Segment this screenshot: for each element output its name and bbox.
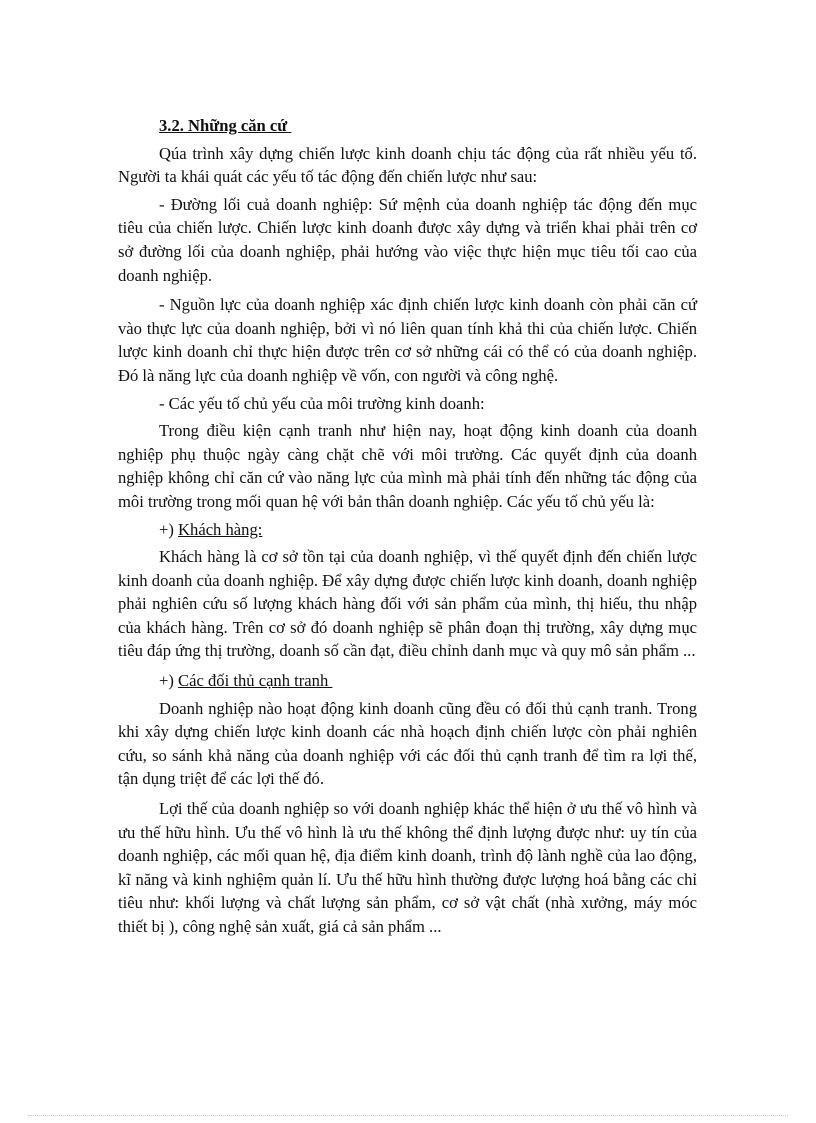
- point-environment-paragraph: - Các yếu tố chủ yếu của môi trường kinh doanh:: [159, 393, 485, 413]
- document-body: [118, 114, 697, 939]
- page-bottom-divider: [28, 1115, 788, 1116]
- customers-paragraph: Khách hàng là cơ sở tồn tại của doanh nghiệp, vì thế quyết định đến chiến lược kinh doanh của doanh nghiệp. Để xây dựng được chiến lược kinh doanh, doanh nghiệp phải nghiên cứu số lượng khách hàng đối với sản phẩm của mình, thị hiếu, thu nhập của khách hàng. Trên cơ sở đó doanh nghiệp sẽ phân đoạn thị trường, xây dựng mục tiêu đáp ứng thị trường, doanh số cần đạt, điều chỉnh danh mục và quy mô sản phẩm ...: [118, 547, 697, 661]
- competitors-paragraph: Doanh nghiệp nào hoạt động kinh doanh cũng đều có đối thủ cạnh tranh. Trong khi xây dựng chiến lược kinh doanh các nhà hoạch định chiến lược còn phải nghiên cứu, so sánh khả năng của doanh nghiệp với các đối thủ cạnh tranh để tìm ra lợi thế, tận dụng triệt để các lợi thế đó.: [118, 698, 697, 789]
- competitors-label: Các đối thủ cạnh tranh: [178, 671, 333, 691]
- section-heading: 3.2. Những căn cứ: [159, 116, 292, 135]
- point-resources-paragraph: - Nguồn lực của doanh nghiệp xác định chiến lược kinh doanh còn phải căn cứ vào thực lực của doanh nghiệp, bởi vì nó liên quan tính khả thi của chiến lược. Chiến lược kinh doanh chỉ thực hiện được trên cơ sở những cái có thể có của doanh nghiệp. Đó là năng lực của doanh nghiệp về vốn, con người và công nghệ.: [118, 295, 697, 385]
- customers-subheading: [118, 518, 697, 542]
- advantage-paragraph: Lợi thế của doanh nghiệp so với doanh nghiệp khác thể hiện ở ưu thế vô hình và ưu thế hữu hình. Ưu thế vô hình là ưu thế không thể định lượng được như: uy tín của doanh nghiệp, các mối quan hệ, địa điểm kinh doanh, trình độ lành nghề của lao động, kĩ năng và kinh nghiệm quản lí. Ưu thế hữu hình thường được lượng hoá bằng các chỉ tiêu như: khối lượng và chất lượng sản phẩm, cơ sở vật chất (nhà xưởng, máy móc thiết bị ), công nghệ sản xuất, giá cả sản phẩm ...: [118, 799, 697, 936]
- intro-paragraph: Qúa trình xây dựng chiến lược kinh doanh chịu tác động của rất nhiều yếu tố. Người ta khái quát các yếu tố tác động đến chiến lược như sau:: [118, 143, 697, 187]
- competitors-prefix: +): [159, 671, 179, 691]
- customers-label: Khách hàng:: [178, 519, 263, 539]
- environment-paragraph: Trong điều kiện cạnh tranh như hiện nay, hoạt động kinh doanh của doanh nghiệp phụ thuộc ngày càng chặt chẽ với môi trường. Các quyết định của doanh nghiệp không chỉ căn cứ vào năng lực của mình mà phải tính đến những tác động của môi trường trong mối quan hệ với bản thân doanh nghiệp. Các yếu tố chủ yếu là:: [118, 421, 697, 511]
- point-guideline-paragraph: - Đường lối cuả doanh nghiệp: Sứ mệnh của doanh nghiệp tác động đến mục tiêu của chiến lược. Chiến lược kinh doanh được xây dựng và triển khai phải trên cơ sở đường lối của doanh nghiệp, phải hướng vào việc thực hiện mục tiêu tối cao của doanh nghiệp.: [118, 194, 697, 285]
- customers-prefix: +): [159, 519, 179, 539]
- competitors-subheading: [118, 669, 697, 693]
